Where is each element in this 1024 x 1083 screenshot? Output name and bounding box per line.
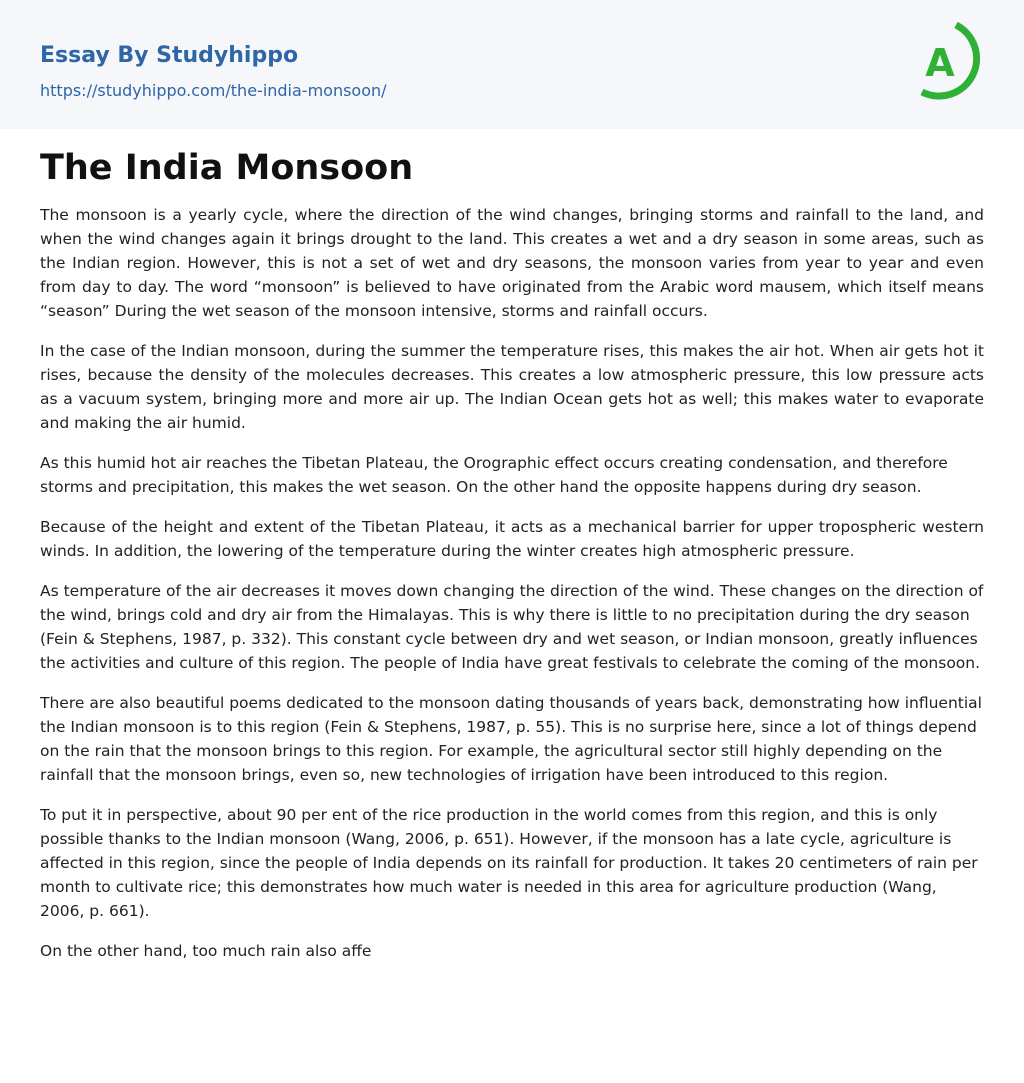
article-paragraph: To put it in perspective, about 90 per ent of the rice production in the world comes from this region, and this is only possible thanks to the Indian monsoon (Wang, 2006, p. 651). However, if the monsoon has a late cycle, agriculture is affected in this region, since the people of India depends on its rainfall for production. It takes 20 centimeters of rain per month to cultivate rice; this demonstrates how much water is needed in this area for agriculture production (Wang, 2006, p. 661). [40,806,978,920]
site-header [0,0,1024,129]
logo-letter: A [925,41,955,85]
article-paragraph-truncated: On the other hand, too much rain also affe [40,942,372,960]
article-paragraph: As temperature of the air decreases it moves down changing the direction of the wind. These changes on the direction of the wind, brings cold and dry air from the Himalayas. This is why there is little to no precipitation during the dry season (Fein & Stephens, 1987, p. 332). This constant cycle between dry and wet season, or Indian monsoon, greatly influences the activities and culture of this region. The people of India have great festivals to celebrate the coming of the monsoon. [40,582,984,672]
article-paragraph: In the case of the Indian monsoon, during the summer the temperature rises, this makes the air hot. When air gets hot it rises, because the density of the molecules decreases. This creates a low atmospheric pressure, this low pressure acts as a vacuum system, bringing more and more air up. The Indian Ocean gets hot as well; this makes water to evaporate and making the air humid. [40,342,984,432]
article-title: The India Monsoon [40,148,414,188]
page-url-link[interactable]: https://studyhippo.com/the-india-monsoon/ [40,81,387,100]
article-paragraph: Because of the height and extent of the Tibetan Plateau, it acts as a mechanical barrier for upper tropospheric western winds. In addition, the lowering of the temperature during the winter creates high atmospheric pressure. [40,518,984,560]
article [0,149,1024,963]
article-paragraph: There are also beautiful poems dedicated to the monsoon dating thousands of years back, demonstrating how influential the Indian monsoon is to this region (Fein & Stephens, 1987, p. 55). This is no surprise here, since a lot of things depend on the rain that the monsoon brings to this region. For example, the agricultural sector still highly depending on the rainfall that the monsoon brings, even so, new technologies of irrigation have been introduced to this region. [40,694,982,784]
studyhippo-logo-icon[interactable] [912,19,986,105]
site-brand[interactable]: Essay By Studyhippo [40,43,299,68]
article-paragraph: As this humid hot air reaches the Tibetan Plateau, the Orographic effect occurs creating condensation, and therefore storms and precipitation, this makes the wet season. On the other hand the opposite happens during dry season. [40,454,948,496]
article-paragraph: The monsoon is a yearly cycle, where the direction of the wind changes, bringing storms and rainfall to the land, and when the wind changes again it brings drought to the land. This creates a wet and a dry season in some areas, such as the Indian region. However, this is not a set of wet and dry seasons, the monsoon varies from year to year and even from day to day. The word “monsoon” is believed to have originated from the Arabic word mausem, which itself means “season” During the wet season of the monsoon intensive, storms and rainfall occurs. [40,206,984,320]
